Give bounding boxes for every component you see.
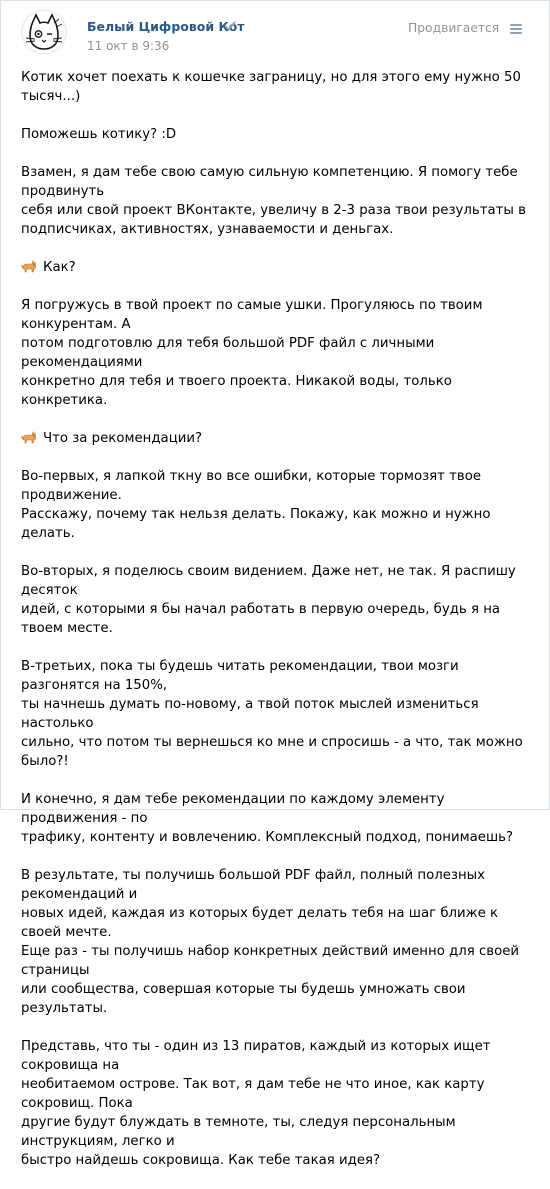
paragraph-how	[21, 258, 535, 277]
more-menu-icon[interactable]	[506, 22, 526, 36]
paragraph-first: Во-первых, я лапкой ткну во все ошибки, которые тормозят твое продвижение. Расскажу, почему так нельзя делать. Покажу, как можно и нужно делать.	[21, 469, 491, 541]
paragraph-what	[21, 429, 535, 448]
paragraph-offer: Взамен, я дам тебе свою самую сильную компетенцию. Я помогу тебе продвинуть себя или свой проект ВКонтакте, увеличу в 2-3 раза твои результаты в подписчиках, активностях, узнаваемости и деньгах.	[21, 165, 526, 237]
paragraph-pirates: Представь, что ты - один из 13 пиратов, каждый из которых ищет сокровища на необитаемом острове. Так вот, я дам тебе не что иное, как карту сокровищ. Пока другие будут блуждать в темноте, ты, следуя персональным инструкциям, легко и быстро найдешь сокровища. Как тебе такая идея?	[21, 1039, 491, 1168]
paragraph-third: В-третьих, пока ты будешь читать рекомендации, твои мозги разгонятся на 150%, ты начнешь думать по-новому, а твой поток мыслей измениться настолько сильно, что потом ты вернешься ко мне и спросишь - а что, так можно было?!	[21, 659, 523, 769]
post-header	[1, 1, 549, 63]
cat-emoji-icon	[21, 259, 37, 273]
paragraph-question: Поможешь котику? :D	[21, 127, 177, 142]
paragraph-plan: Я погружусь в твой проект по самые ушки. Прогуляюсь по твоим конкурентам. А потом подготовлю для тебя большой PDF файл с личными рекомендациями конкретно для тебя и твоего проекта. Никакой воды, только конкретика.	[21, 298, 483, 408]
paragraph-intro: Котик хочет поехать к кошечке заграницу, но для этого ему нужно 50 тысяч...)	[21, 70, 521, 104]
promoted-label: Продвигается	[408, 21, 500, 35]
paragraph-fourth: И конечно, я дам тебе рекомендации по каждому элементу продвижения - по трафику, контенту и вовлечению. Комплексный подход, понимаешь?	[21, 792, 514, 845]
paragraph-what-text: Что за рекомендации?	[43, 431, 203, 446]
white-cat-avatar[interactable]	[21, 9, 67, 55]
paragraph-second: Во-вторых, я поделюсь своим видением. Даже нет, не так. Я распишу десяток идей, с которыми я бы начал работать в первую очередь, будь я на твоем месте.	[21, 564, 516, 636]
post-text	[21, 68, 535, 1189]
paragraph-result: В результате, ты получишь большой PDF файл, полный полезных рекомендаций и новых идей, каждая из которых будет делать тебя на шаг ближе к своей мечте. Еще раз - ты получишь набор конкретных действий именно для своей страницы или сообщества, совершая которые ты будешь умножать свои результаты.	[21, 868, 520, 1016]
author-name[interactable]: Белый Цифровой Кот	[87, 19, 245, 34]
post-date[interactable]: 11 окт в 9:36	[87, 39, 170, 53]
paragraph-how-text: Как?	[43, 260, 76, 275]
verified-check-icon	[224, 20, 236, 32]
cat-emoji-icon	[21, 430, 37, 444]
